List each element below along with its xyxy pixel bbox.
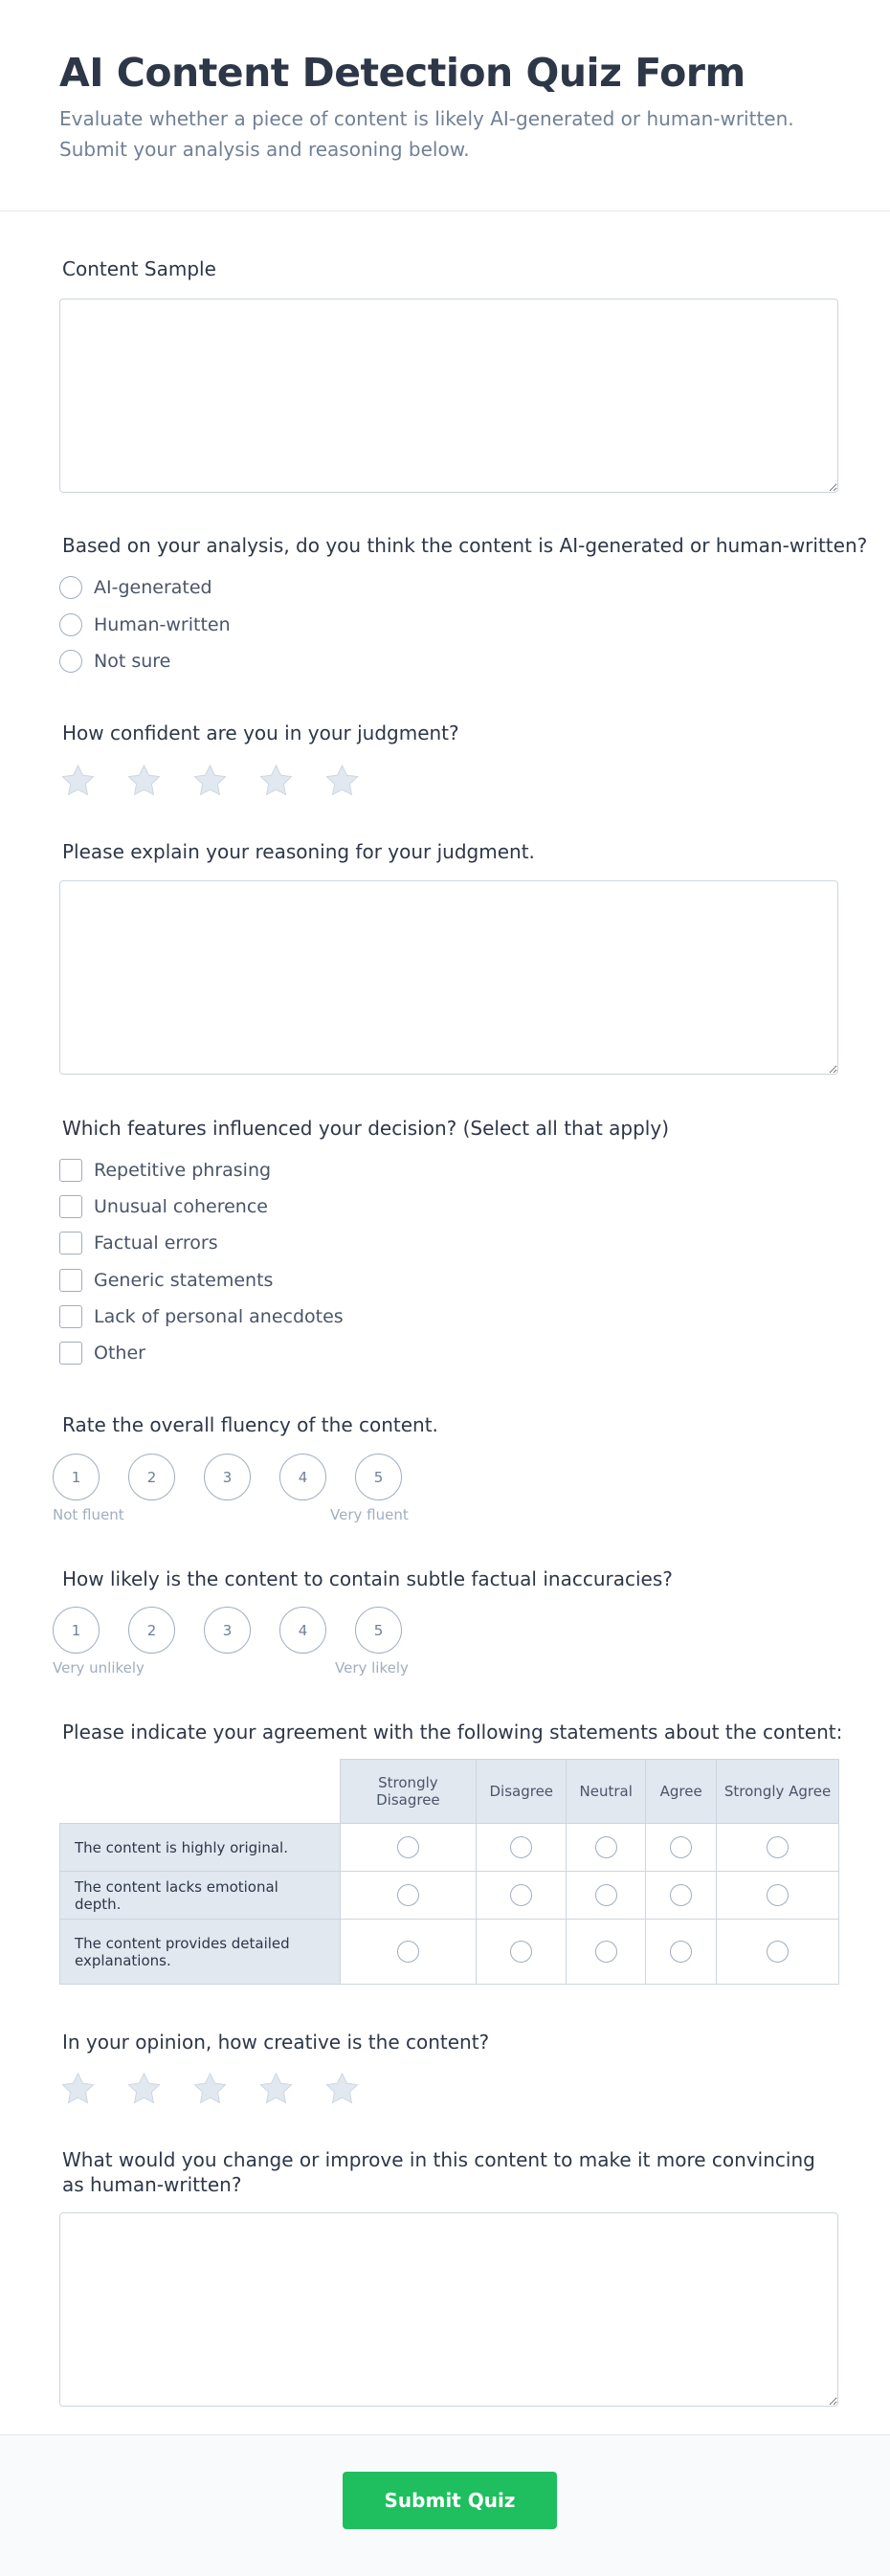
option-label: AI-generated [94, 577, 212, 598]
improve-question-label: What would you change or improve in this content to make it more convincing as human-written? [62, 2148, 815, 2196]
matrix-cell[interactable] [646, 1920, 717, 1985]
fluency-question-label: Rate the overall fluency of the content. [62, 1413, 438, 1436]
matrix-cell[interactable] [646, 1872, 717, 1920]
scale-option-1[interactable]: 1 [53, 1607, 100, 1654]
matrix-row [60, 1920, 839, 1985]
star-icon[interactable] [257, 2071, 295, 2107]
scale-option-4[interactable]: 4 [279, 1607, 326, 1654]
option-label: Other [94, 1343, 145, 1364]
matrix-row [60, 1872, 839, 1920]
column-header: Strongly Agree [717, 1760, 839, 1824]
checkbox[interactable] [59, 1342, 82, 1365]
judgment-option-ai[interactable] [59, 575, 212, 600]
scale-option-3[interactable]: 3 [204, 1454, 251, 1500]
checkbox[interactable] [59, 1159, 82, 1182]
feature-option-factual-errors[interactable] [59, 1231, 218, 1255]
scale-option-4[interactable]: 4 [279, 1454, 326, 1500]
judgment-option-not-sure[interactable] [59, 649, 170, 674]
option-label: Repetitive phrasing [94, 1160, 272, 1181]
star-icon[interactable] [191, 763, 229, 799]
radio-button[interactable] [59, 576, 82, 599]
radio-button[interactable] [670, 1941, 692, 1963]
column-header: Strongly Disagree [340, 1760, 477, 1824]
radio-button[interactable] [397, 1884, 419, 1906]
scale-max-label: Very likely [335, 1659, 409, 1677]
matrix-header-row [60, 1760, 839, 1824]
star-icon[interactable] [59, 763, 97, 799]
creativity-star-rating [59, 2071, 361, 2107]
content-sample-textarea[interactable] [59, 299, 838, 493]
checkbox[interactable] [59, 1269, 82, 1292]
radio-button[interactable] [670, 1884, 692, 1906]
checkbox[interactable] [59, 1232, 82, 1255]
star-icon[interactable] [191, 2071, 229, 2107]
form-title: AI Content Detection Quiz Form [59, 50, 745, 96]
feature-option-unusual-coherence[interactable] [59, 1194, 268, 1219]
radio-button[interactable] [397, 1836, 419, 1858]
scale-option-1[interactable]: 1 [53, 1454, 100, 1500]
radio-button[interactable] [59, 613, 82, 636]
matrix-row [60, 1824, 839, 1872]
matrix-cell[interactable] [717, 1824, 839, 1872]
form-description: Evaluate whether a piece of content is likely AI-generated or human-written. Submit your analysis and reasoning below. [59, 107, 794, 161]
radio-button[interactable] [767, 1836, 789, 1858]
feature-option-generic-statements[interactable] [59, 1268, 273, 1293]
agreement-matrix [59, 1759, 839, 1985]
scale-max-label: Very fluent [330, 1506, 409, 1523]
radio-button[interactable] [510, 1941, 532, 1963]
matrix-corner [60, 1760, 341, 1824]
form-header [0, 0, 890, 211]
radio-button[interactable] [670, 1836, 692, 1858]
matrix-cell[interactable] [567, 1872, 646, 1920]
reasoning-question-label: Please explain your reasoning for your judgment. [62, 840, 535, 863]
star-icon[interactable] [257, 763, 295, 799]
radio-button[interactable] [595, 1884, 617, 1906]
star-icon[interactable] [125, 763, 163, 799]
creativity-question-label: In your opinion, how creative is the content? [62, 2031, 490, 2054]
scale-min-label: Very unlikely [53, 1659, 145, 1677]
reasoning-textarea[interactable] [59, 880, 838, 1075]
column-header: Disagree [477, 1760, 567, 1824]
matrix-cell[interactable] [477, 1920, 567, 1985]
scale-min-label: Not fluent [53, 1506, 124, 1523]
feature-option-lack-of-anecdotes[interactable] [59, 1304, 344, 1329]
fluency-scale [53, 1454, 402, 1500]
scale-option-3[interactable]: 3 [204, 1607, 251, 1654]
radio-button[interactable] [595, 1836, 617, 1858]
features-question-label: Which features influenced your decision? (Select all that apply) [62, 1117, 670, 1140]
form-footer [0, 2434, 890, 2576]
matrix-cell[interactable] [340, 1824, 477, 1872]
matrix-cell[interactable] [567, 1920, 646, 1985]
radio-button[interactable] [767, 1884, 789, 1906]
column-header: Neutral [567, 1760, 646, 1824]
matrix-cell[interactable] [717, 1872, 839, 1920]
matrix-cell[interactable] [477, 1872, 567, 1920]
matrix-cell[interactable] [477, 1824, 567, 1872]
agreement-question-label: Please indicate your agreement with the following statements about the content: [62, 1721, 843, 1743]
scale-option-5[interactable]: 5 [355, 1607, 402, 1654]
checkbox[interactable] [59, 1195, 82, 1218]
improve-textarea[interactable] [59, 2212, 838, 2407]
option-label: Factual errors [94, 1232, 218, 1254]
radio-button[interactable] [510, 1884, 532, 1906]
feature-option-repetitive-phrasing[interactable] [59, 1158, 271, 1183]
radio-button[interactable] [510, 1836, 532, 1858]
inaccuracy-question-label: How likely is the content to contain subtle factual inaccuracies? [62, 1567, 673, 1590]
inaccuracy-scale [53, 1607, 402, 1654]
radio-button[interactable] [595, 1941, 617, 1963]
confidence-question-label: How confident are you in your judgment? [62, 722, 459, 744]
matrix-cell[interactable] [340, 1920, 477, 1985]
row-statement: The content is highly original. [60, 1824, 341, 1872]
option-label: Unusual coherence [94, 1196, 268, 1217]
star-icon[interactable] [59, 2071, 97, 2107]
confidence-star-rating [59, 763, 361, 799]
row-statement: The content lacks emotional depth. [60, 1872, 341, 1920]
column-header: Agree [646, 1760, 717, 1824]
matrix-cell[interactable] [646, 1824, 717, 1872]
matrix-cell[interactable] [567, 1824, 646, 1872]
star-icon[interactable] [323, 2071, 361, 2107]
star-icon[interactable] [323, 763, 361, 799]
scale-option-2[interactable]: 2 [128, 1607, 175, 1654]
feature-option-other[interactable] [59, 1341, 145, 1366]
judgment-question-label: Based on your analysis, do you think the content is AI-generated or human-written? [62, 534, 868, 557]
row-statement: The content provides detailed explanations. [60, 1920, 341, 1985]
option-label: Not sure [94, 651, 171, 672]
content-sample-label: Content Sample [62, 257, 216, 280]
scale-option-2[interactable]: 2 [128, 1454, 175, 1500]
option-label: Human-written [94, 614, 231, 635]
matrix-cell[interactable] [717, 1920, 839, 1985]
submit-button[interactable]: Submit Quiz [343, 2472, 557, 2529]
star-icon[interactable] [125, 2071, 163, 2107]
option-label: Generic statements [94, 1270, 274, 1291]
judgment-option-human[interactable] [59, 612, 231, 637]
checkbox[interactable] [59, 1305, 82, 1328]
radio-button[interactable] [397, 1941, 419, 1963]
matrix-cell[interactable] [340, 1872, 477, 1920]
option-label: Lack of personal anecdotes [94, 1306, 344, 1327]
radio-button[interactable] [767, 1941, 789, 1963]
radio-button[interactable] [59, 650, 82, 673]
scale-option-5[interactable]: 5 [355, 1454, 402, 1500]
